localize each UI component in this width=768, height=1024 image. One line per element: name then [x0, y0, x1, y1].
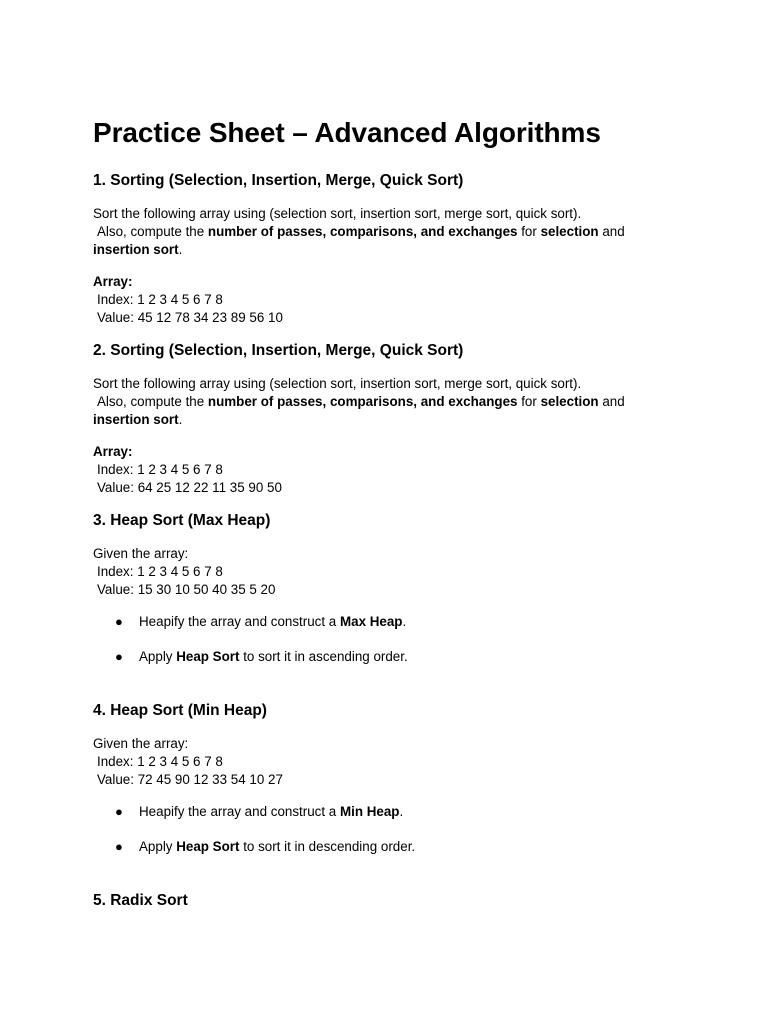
- section-5: [93, 891, 675, 911]
- bullet-text: to sort it in descending order.: [239, 839, 416, 854]
- bullet-icon: ●: [115, 839, 123, 854]
- bullet-text: .: [402, 614, 407, 629]
- list-item: [93, 613, 675, 631]
- section-3-bullets: [93, 613, 675, 666]
- value-line: Value: 15 30 10 50 40 35 5 20: [97, 582, 276, 597]
- bullet-text: to sort it in ascending order.: [239, 649, 408, 664]
- intro-line: Sort the following array using (selection sort, insertion sort, merge sort, quick sort).: [93, 376, 582, 391]
- page-title: Practice Sheet – Advanced Algorithms: [93, 117, 601, 148]
- section-3-array: [93, 545, 675, 599]
- section-2-array: [93, 443, 675, 497]
- bullet-icon: ●: [115, 614, 123, 629]
- intro-text: for: [517, 224, 541, 239]
- bullet-text: Heapify the array and construct a: [139, 804, 340, 819]
- intro-line: [93, 393, 675, 411]
- bullet-bold: Max Heap: [339, 614, 403, 629]
- intro-bold: number of passes, comparisons, and exchanges: [207, 394, 518, 409]
- section-2-intro: [93, 375, 675, 429]
- section-4-heading: 4. Heap Sort (Min Heap): [93, 702, 267, 719]
- intro-bold: insertion sort: [93, 242, 179, 257]
- section-4-bullets: [93, 803, 675, 856]
- value-line: Value: 45 12 78 34 23 89 56 10: [97, 310, 283, 325]
- given-line: Given the array:: [93, 546, 189, 561]
- section-3: [93, 511, 675, 701]
- bullet-bold: Min Heap: [339, 804, 400, 819]
- intro-text: .: [178, 242, 183, 257]
- section-3-heading: 3. Heap Sort (Max Heap): [93, 512, 271, 529]
- bullet-bold: Heap Sort: [176, 839, 240, 854]
- bullet-text: Heapify the array and construct a: [139, 614, 340, 629]
- section-1-heading: 1. Sorting (Selection, Insertion, Merge, Quick Sort): [93, 172, 464, 189]
- intro-text: .: [178, 412, 183, 427]
- intro-line: [93, 241, 675, 259]
- bullet-text: Apply: [139, 649, 177, 664]
- intro-text: and: [598, 394, 625, 409]
- index-line: Index: 1 2 3 4 5 6 7 8: [97, 754, 223, 769]
- index-line: Index: 1 2 3 4 5 6 7 8: [97, 564, 223, 579]
- intro-bold: selection: [540, 224, 599, 239]
- intro-line: Sort the following array using (selection sort, insertion sort, merge sort, quick sort).: [93, 206, 582, 221]
- intro-bold: insertion sort: [93, 412, 179, 427]
- spacer: [93, 683, 675, 701]
- section-1: [93, 171, 675, 327]
- intro-text: for: [517, 394, 541, 409]
- array-label: Array:: [93, 274, 133, 289]
- section-1-array: [93, 273, 675, 327]
- intro-bold: selection: [540, 394, 599, 409]
- intro-text: and: [598, 224, 625, 239]
- spacer: [93, 873, 675, 891]
- section-2-heading: 2. Sorting (Selection, Insertion, Merge, Quick Sort): [93, 342, 464, 359]
- bullet-text: Apply: [139, 839, 177, 854]
- section-2: [93, 341, 675, 497]
- index-line: Index: 1 2 3 4 5 6 7 8: [97, 462, 223, 477]
- bullet-icon: ●: [115, 649, 123, 664]
- value-line: Value: 64 25 12 22 11 35 90 50: [97, 480, 282, 495]
- section-4: [93, 701, 675, 891]
- section-4-array: [93, 735, 675, 789]
- intro-line: [93, 223, 675, 241]
- value-line: Value: 72 45 90 12 33 54 10 27: [97, 772, 283, 787]
- list-item: [93, 648, 675, 666]
- given-line: Given the array:: [93, 736, 189, 751]
- bullet-icon: ●: [115, 804, 123, 819]
- intro-text: Also, compute the: [97, 394, 208, 409]
- intro-line: [93, 411, 675, 429]
- section-1-intro: [93, 205, 675, 259]
- intro-text: Also, compute the: [97, 224, 208, 239]
- bullet-text: .: [399, 804, 404, 819]
- index-line: Index: 1 2 3 4 5 6 7 8: [97, 292, 223, 307]
- section-5-heading: 5. Radix Sort: [93, 892, 188, 909]
- bullet-bold: Heap Sort: [176, 649, 240, 664]
- list-item: [93, 803, 675, 821]
- array-label: Array:: [93, 444, 133, 459]
- intro-bold: number of passes, comparisons, and exchanges: [207, 224, 518, 239]
- list-item: [93, 838, 675, 856]
